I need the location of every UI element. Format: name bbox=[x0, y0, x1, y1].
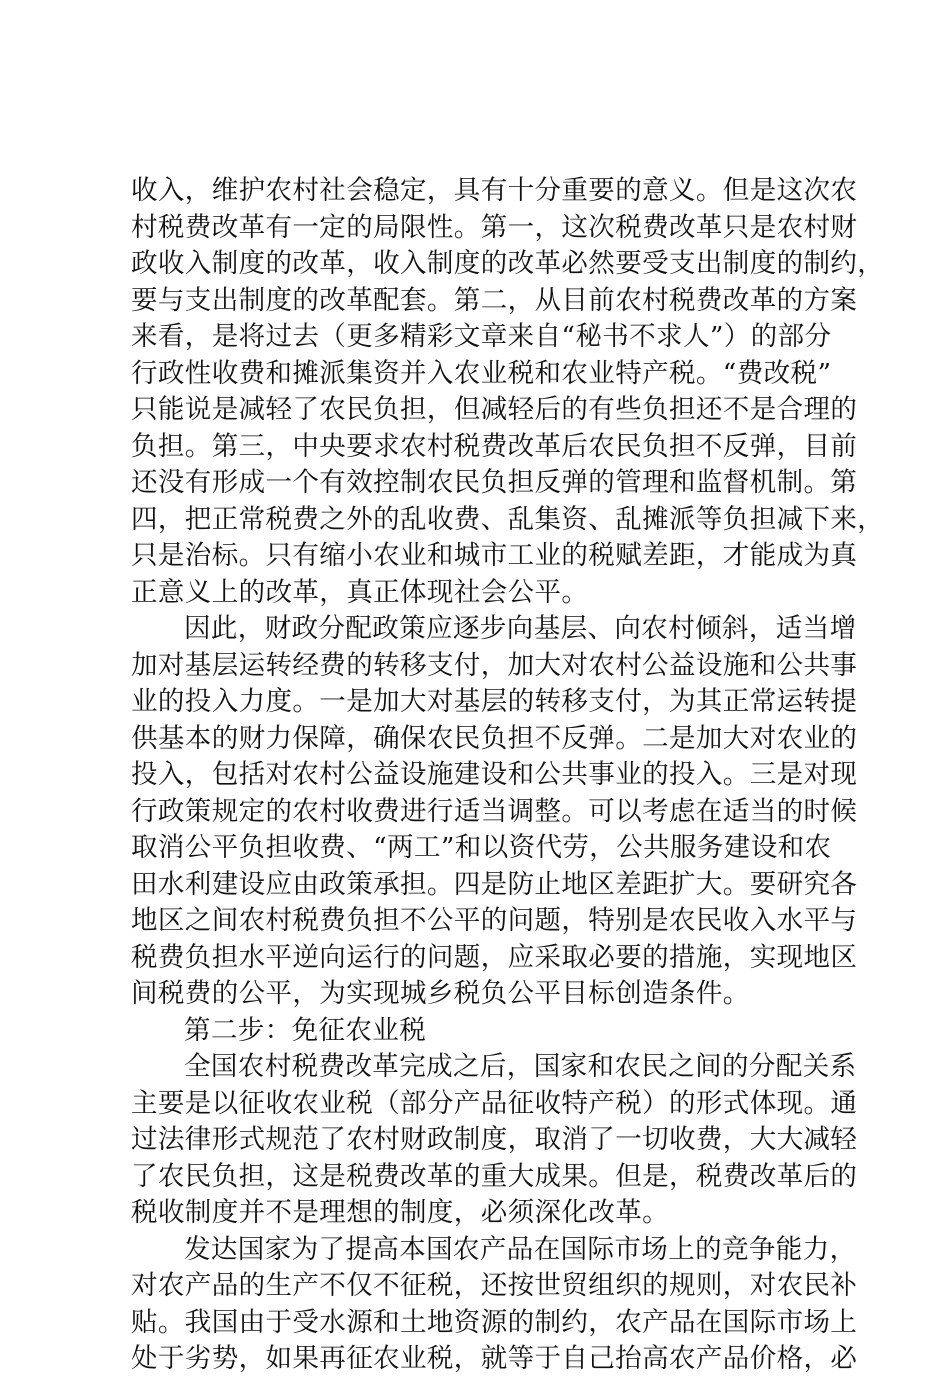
text-line: 了农民负担，这是税费改革的重大成果。但是，税费改革后的 bbox=[131, 1160, 858, 1192]
text-line: 处于劣势，如果再征农业税，就等于自己抬高农产品价格，必 bbox=[131, 1343, 858, 1374]
paragraph bbox=[131, 1049, 858, 1232]
text-line: 只是治标。只有缩小农业和城市工业的税赋差距，才能成为真 bbox=[131, 540, 858, 571]
paragraph bbox=[131, 173, 885, 611]
text-line: 负担。第三，中央要求农村税费改革后农民负担不反弹，目前 bbox=[131, 430, 858, 462]
text-line: 第二步：免征农业税 bbox=[184, 1014, 427, 1046]
text-line: 加对基层运转经费的转移支付，加大对农村公益设施和公共事 bbox=[131, 649, 858, 681]
text-line: 对农产品的生产不仅不征税，还按世贸组织的规则，对农民补 bbox=[131, 1270, 858, 1301]
paragraph bbox=[131, 1232, 858, 1378]
text-line: 来看，是将过去（更多精彩文章来自“秘书不求人”）的部分 bbox=[131, 321, 832, 352]
text-line: 投入，包括对农村公益设施建设和公共事业的投入。三是对现 bbox=[131, 759, 858, 790]
text-line: 过法律形式规范了农村财政制度，取消了一切收费，大大减轻 bbox=[131, 1124, 858, 1155]
text-line: 正意义上的改革，真正体现社会公平。 bbox=[131, 576, 589, 608]
text-line: 税费负担水平逆向运行的问题，应采取必要的措施，实现地区 bbox=[131, 941, 858, 973]
text-line: 取消公平负担收费、“两工”和以资代劳，公共服务建设和农 bbox=[131, 832, 832, 863]
text-line: 主要是以征收农业税（部分产品征收特产税）的形式体现。通 bbox=[131, 1087, 858, 1119]
text-line: 政收入制度的改革，收入制度的改革必然要受支出制度的制约， bbox=[131, 248, 885, 279]
text-line: 税收制度并不是理想的制度，必须深化改革。 bbox=[131, 1197, 669, 1228]
text-line: 贴。我国由于受水源和土地资源的制约，农产品在国际市场上 bbox=[131, 1306, 858, 1338]
text-line: 还没有形成一个有效控制农民负担反弹的管理和监督机制。第 bbox=[131, 467, 858, 498]
text-line: 全国农村税费改革完成之后，国家和农民之间的分配关系 bbox=[184, 1051, 857, 1082]
text-line: 收入，维护农村社会稳定，具有十分重要的意义。但是这次农 bbox=[131, 175, 858, 206]
text-line: 间税费的公平，为实现城乡税负公平目标创造条件。 bbox=[131, 978, 750, 1009]
section-heading bbox=[131, 1013, 831, 1050]
text-line: 地区之间农村税费负担不公平的问题，特别是农民收入水平与 bbox=[131, 905, 858, 936]
body-text bbox=[131, 173, 885, 1378]
text-line: 行政策规定的农村收费进行适当调整。可以考虑在适当的时候 bbox=[131, 795, 858, 827]
text-line: 发达国家为了提高本国农产品在国际市场上的竞争能力， bbox=[184, 1233, 857, 1265]
text-line: 业的投入力度。一是加大对基层的转移支付，为其正常运转提 bbox=[131, 686, 858, 717]
text-line: 只能说是减轻了农民负担，但减轻后的有些负担还不是合理的 bbox=[131, 394, 858, 425]
text-line: 村税费改革有一定的局限性。第一，这次税费改革只是农村财 bbox=[131, 211, 858, 243]
text-line: 因此，财政分配政策应逐步向基层、向农村倾斜，适当增 bbox=[184, 613, 857, 644]
paragraph bbox=[131, 611, 858, 1013]
text-line: 要与支出制度的改革配套。第二，从目前农村税费改革的方案 bbox=[131, 284, 858, 316]
text-line: 四，把正常税费之外的乱收费、乱集资、乱摊派等负担减下来， bbox=[131, 503, 885, 535]
text-line: 田水利建设应由政策承担。四是防止地区差距扩大。要研究各 bbox=[131, 868, 858, 900]
text-line: 供基本的财力保障，确保农民负担不反弹。二是加大对农业的 bbox=[131, 722, 858, 754]
text-line: 行政性收费和摊派集资并入农业税和农业特产税。“费改税” bbox=[131, 357, 832, 389]
